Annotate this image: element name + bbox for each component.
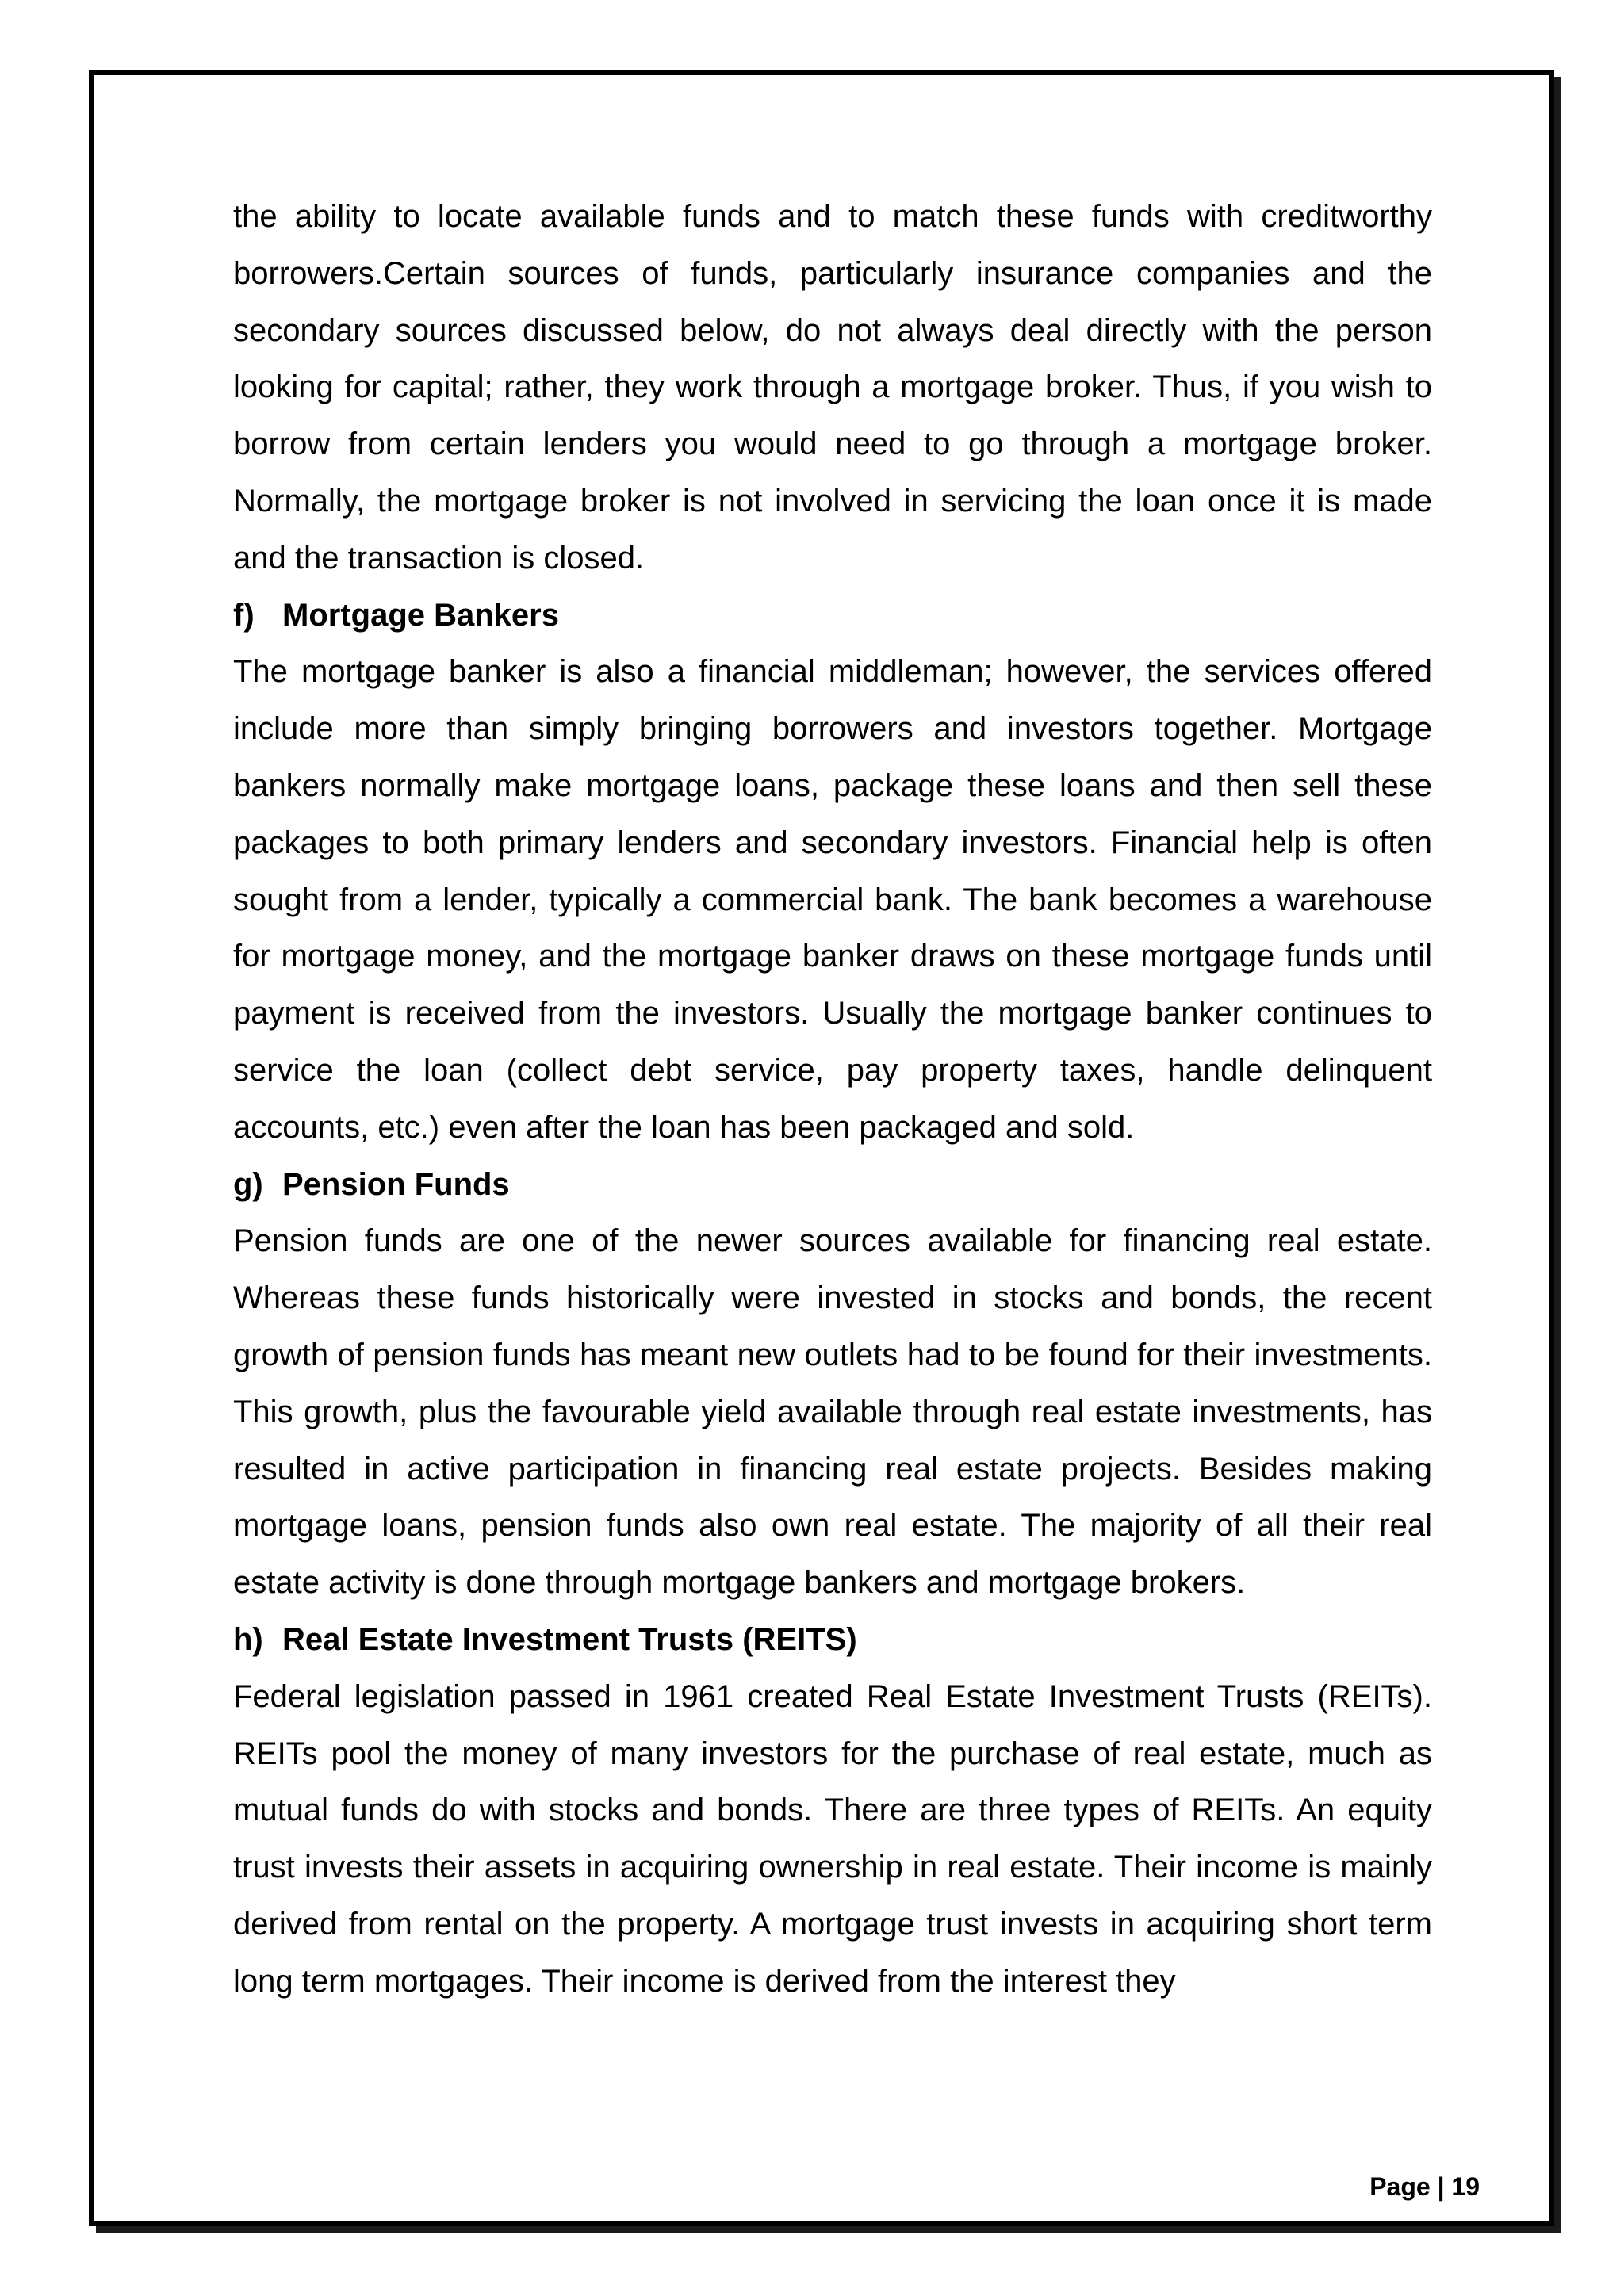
- heading-title: Mortgage Bankers: [282, 597, 559, 633]
- heading-reits: [233, 1612, 1432, 1669]
- heading-marker: g): [233, 1166, 263, 1202]
- page-number: Page | 19: [1369, 2172, 1480, 2201]
- paragraph-reits: Federal legislation passed in 1961 created Real Estate Investment Trusts (REITs). REITs pool the money of many investors for the purchase of real estate, much as mutual funds do with stocks and bonds. There are three types of REITs. An equity trust invests their assets in acquiring ownership in real estate. Their income is mainly derived from rental on the property. A mortgage trust invests in acquiring short term long term mortgages. Their income is derived from the interest they: [233, 1678, 1432, 1999]
- paragraph-mortgage-brokers-cont: the ability to locate available funds and to match these funds with creditworthy borrowers.Certain sources of funds, particularly insurance companies and the secondary sources discussed below, do not always deal directly with the person looking for capital; rather, they work through a mortgage broker. Thus, if you wish to borrow from certain lenders you would need to go through a mortgage broker. Normally, the mortgage broker is not involved in servicing the loan once it is made and the transaction is closed.: [233, 199, 1432, 576]
- paragraph-mortgage-bankers: The mortgage banker is also a financial middleman; however, the services offered include more than simply bringing borrowers and investors together. Mortgage bankers normally make mortgage loans, package these loans and then sell these packages to both primary lenders and secondary investors. Financial help is often sought from a lender, typically a commercial bank. The bank becomes a warehouse for mortgage money, and the mortgage banker draws on these mortgage funds until payment is received from the investors. Usually the mortgage banker continues to service the loan (collect debt service, pay property taxes, handle delinquent accounts, etc.) even after the loan has been packaged and sold.: [233, 654, 1432, 1145]
- heading-pension-funds: [233, 1157, 1432, 1214]
- heading-marker: h): [233, 1621, 263, 1657]
- heading-marker: f): [233, 597, 255, 633]
- document-body: [233, 189, 1432, 2011]
- paragraph-pension-funds: Pension funds are one of the newer sources available for financing real estate. Whereas these funds historically were invested in stocks and bonds, the recent growth of pension funds has meant new outlets had to be found for their investments. This growth, plus the favourable yield available through real estate investments, has resulted in active participation in financing real estate projects. Besides making mortgage loans, pension funds also own real estate. The majority of all their real estate activity is done through mortgage bankers and mortgage brokers.: [233, 1223, 1432, 1601]
- heading-title: Pension Funds: [282, 1166, 510, 1202]
- heading-mortgage-bankers: [233, 587, 1432, 645]
- heading-title: Real Estate Investment Trusts (REITS): [282, 1621, 857, 1657]
